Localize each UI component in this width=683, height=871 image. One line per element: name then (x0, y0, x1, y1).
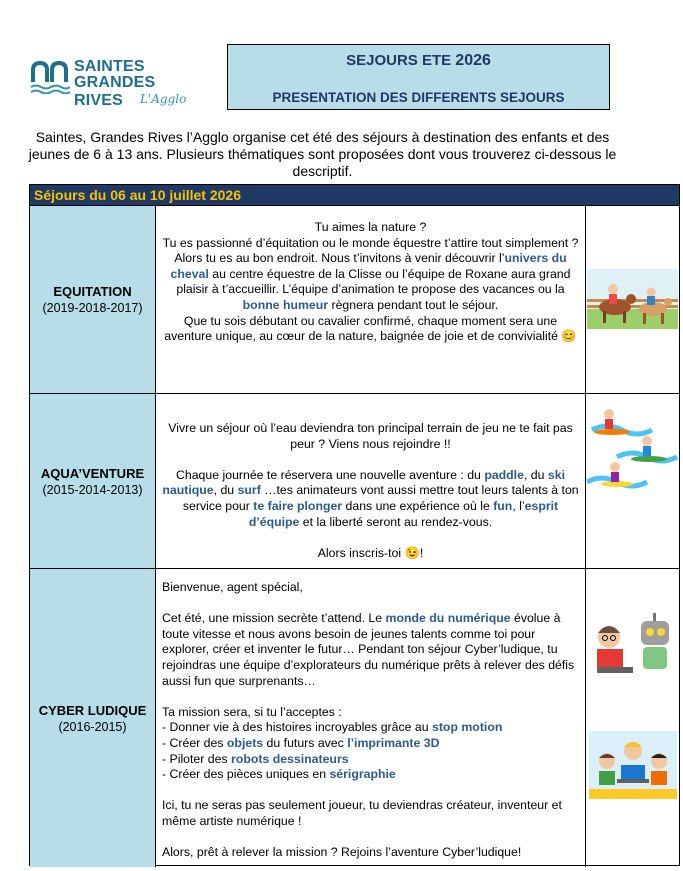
sejours-table (29, 184, 680, 866)
list-item: - Créer des objets du futurs avec l’imprimante 3D (162, 735, 440, 750)
description-line: Tu es passionné d’équitation ou le monde équestre t’attire tout simplement ? (162, 235, 579, 250)
sejour-name-cell (30, 394, 156, 568)
sejour-years: (2015-2014-2013) (42, 482, 143, 497)
table-header: Séjours du 06 au 10 juillet 2026 (30, 185, 679, 205)
sejour-name: AQUA’VENTURE (40, 465, 145, 481)
list-item: - Donner vie à des histoires incroyables grâce au stop motion (162, 720, 503, 735)
list-item: - Créer des pièces uniques en sérigraphie (162, 767, 396, 782)
water-sports-icon (587, 402, 678, 494)
description-line: Alors inscris-toi 😉! (317, 545, 424, 560)
sejour-description (156, 206, 586, 393)
logo-text-line3: L'Agglo (140, 92, 187, 106)
sejour-image-cell (586, 206, 679, 393)
description-line: Ici, tu ne seras pas seulement joueur, tu deviendras créateur, inventeur et même artiste numérique ! (162, 798, 562, 828)
sejour-image-cell (586, 569, 679, 867)
table-row-cyber-ludique (30, 568, 679, 867)
description-line: Tu aimes la nature ? (314, 220, 427, 234)
sejour-name-cell (30, 206, 156, 393)
logo-text-line1: SAINTES (74, 58, 145, 75)
list-item: - Piloter des robots dessinateurs (162, 751, 349, 766)
description-line: Chaque journée te réservera une nouvelle aventure : du paddle, du ski nautique, du surf …tes animateurs vont aussi mettre tout leurs talents à ton service pour te faire plonger dans une expérience où le fun, l’esprit d’équipe et la liberté seront au rendez-vous. (162, 467, 579, 529)
sejour-name: EQUITATION (53, 284, 132, 299)
description-line: Bienvenue, agent spécial, (162, 580, 303, 594)
description-line: Que tu sois débutant ou cavalier confirmé, chaque moment sera une aventure unique, au cœur de la nature, baignée de joie et de convivialité 😊 (164, 313, 577, 344)
sejour-name-cell (30, 569, 156, 867)
intro-paragraph: Saintes, Grandes Rives l’Agglo organise cet été des séjours à destination des enfants et des jeunes de 6 à 13 ans. Plusieurs thématiques sont proposées dont vous trouverez ci-dessous le descriptif. (28, 129, 617, 179)
description-line: Alors tu es au bon endroit. Nous t’invitons à venir découvrir l’univers du cheval au centre équestre de la Clisse ou l’équipe de Roxane aura grand plaisir à t’accueillir. L’équipe d’animation te propose des vacances ou la bonne humeur règnera pendant tout le séjour. (170, 251, 571, 312)
logo-mark-icon (30, 60, 70, 94)
logo-text-line2: GRANDES RIVES (74, 74, 156, 109)
table-row-aquaventure (30, 393, 679, 568)
sejour-description (156, 394, 586, 568)
page-title: SEJOURS ETE 2026 (346, 52, 491, 69)
description-line: Alors, prêt à relever la mission ? Rejoins l’aventure Cyber’ludique! (162, 845, 522, 860)
sejour-years: (2019-2018-2017) (42, 301, 143, 315)
title-box (227, 44, 610, 110)
sejour-years: (2016-2015) (58, 719, 127, 734)
sejour-description (156, 569, 586, 867)
agglo-logo (30, 52, 200, 109)
description-line: Cet été, une mission secrète t’attend. Le monde du numérique évolue à toute vitesse et nous avons besoin de jeunes talents comme toi pour explorer, créer et inventer le futur… Pendant ton séjour Cyber’ludique, tu rejoindras une équipe d’explorateurs du numérique prêts à relever des défis aussi fun que surprenants… (162, 611, 575, 688)
kids-laptop-icon (589, 731, 677, 799)
sejour-name: CYBER LUDIQUE (38, 702, 147, 718)
horse-riding-icon (587, 269, 678, 329)
robot-kid-icon (589, 611, 677, 681)
description-line: Ta mission sera, si tu l’acceptes : (162, 704, 342, 719)
sejour-image-cell (586, 394, 679, 568)
description-line: Vivre un séjour où l’eau deviendra ton principal terrain de jeu ne te fait pas peur ? Viens nous rejoindre !! (168, 421, 573, 451)
table-row-equitation (30, 205, 679, 393)
page-subtitle: PRESENTATION DES DIFFERENTS SEJOURS (272, 90, 565, 105)
